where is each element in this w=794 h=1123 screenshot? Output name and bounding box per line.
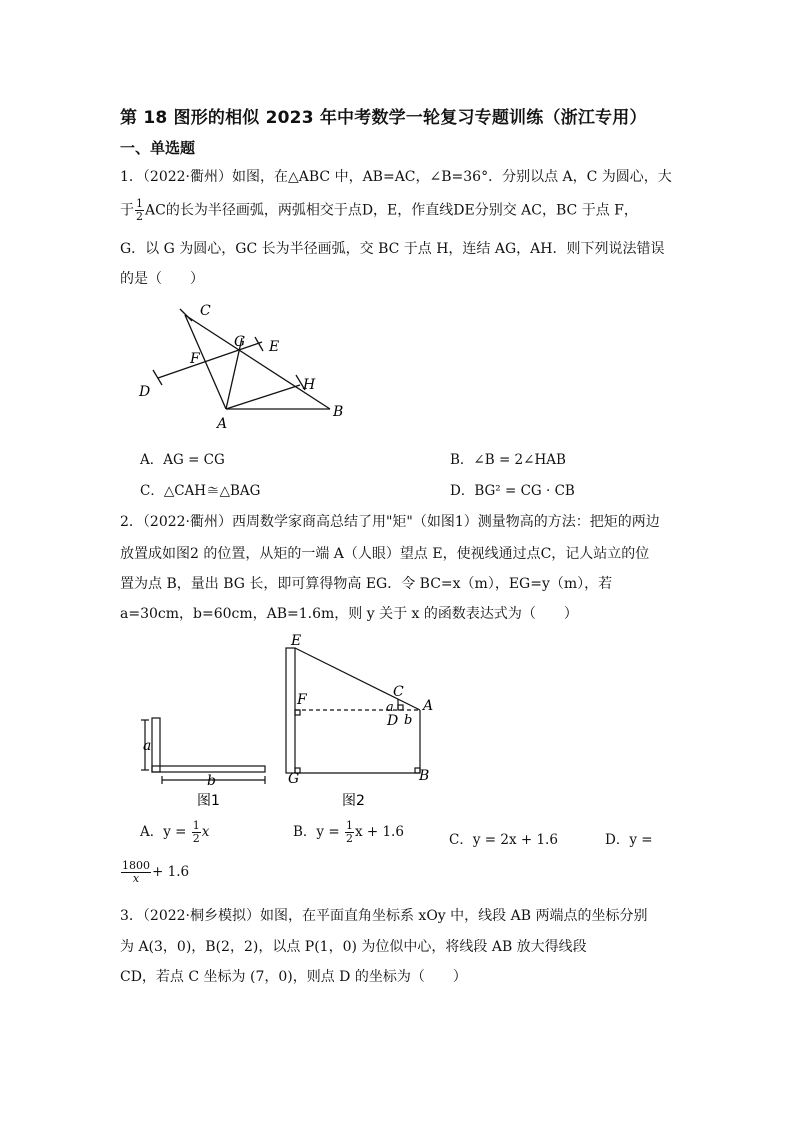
label-H: H: [303, 377, 316, 393]
label-b: b: [207, 773, 216, 789]
option-b-suffix: x + 1.6: [354, 824, 404, 840]
right-angle-F: [295, 710, 300, 715]
label-b: b: [404, 713, 413, 728]
q1-fraction-half: [135, 198, 144, 223]
q1-line-1: 1．（2022·衢州）如图，在△ABC 中，AB=AC，∠B=36°．分别以点 A，C 为圆心，大: [120, 169, 672, 185]
square-horizontal-arm: [152, 766, 265, 772]
right-angle-D: [398, 705, 403, 710]
option-b-prefix: B．y =: [293, 824, 340, 840]
label-G: G: [288, 771, 300, 787]
q1-option-a[interactable]: A．AG = CG: [140, 452, 225, 468]
page-title: 第 18 图形的相似 2023 年中考数学一轮复习专题训练（浙江专用）: [120, 108, 647, 128]
q2-option-a[interactable]: [140, 820, 209, 845]
square-vertical-arm: [152, 718, 160, 772]
q1-line-3: G．以 G 为圆心，GC 长为半径画弧，交 BC 于点 H，连结 AG，AH．则下列说法错误: [120, 241, 665, 257]
label-E: E: [269, 339, 280, 355]
label-B: B: [419, 768, 430, 784]
q2-figure-2-measurement: [280, 630, 440, 810]
q2-line-2: 放置成如图2 的位置，从矩的一端 A（人眼）望点 E，使视线通过点C，记人站立的位: [120, 546, 650, 562]
q1-line-4: 的是（ ）: [120, 271, 204, 287]
label-A: A: [217, 416, 228, 432]
q1-line-2-post: AC的长为半径画弧，两弧相交于点D，E，作直线DE分别交 AC，BC 于点 F，: [145, 202, 638, 219]
option-d-suffix: + 1.6: [152, 864, 190, 880]
frac-num: 1: [345, 819, 353, 832]
q1-figure-triangle: [130, 295, 360, 435]
label-B: B: [333, 404, 344, 420]
label-a: a: [143, 738, 152, 754]
object-EG: [286, 648, 295, 773]
arc-mark-C: [180, 309, 192, 321]
figure-1-caption: 图1: [197, 793, 220, 809]
label-C: C: [393, 684, 404, 700]
q2-option-d-prefix[interactable]: D．y =: [605, 832, 653, 848]
option-a-prefix: A．y =: [140, 824, 187, 840]
q3-line-1: 3．（2022·桐乡模拟）如图，在平面直角坐标系 xOy 中，线段 AB 两端点的坐标分别: [120, 908, 648, 924]
label-E: E: [291, 633, 302, 649]
section-heading: 一、单选题: [120, 139, 196, 157]
fraction: [345, 820, 354, 845]
label-G: G: [234, 334, 246, 350]
frac-den: 2: [136, 210, 143, 223]
frac-den: x: [132, 872, 140, 885]
sight-line-EA: [295, 648, 420, 710]
q2-figure-1-carpenter-square: [135, 710, 275, 810]
label-D: D: [139, 384, 151, 400]
label-D: D: [387, 713, 399, 729]
frac-den: 2: [345, 832, 353, 845]
fraction: [121, 860, 151, 885]
frac-num: 1800: [122, 859, 150, 872]
fraction: [192, 820, 201, 845]
figure-2-caption: 图2: [342, 793, 365, 809]
label-F: F: [297, 692, 307, 708]
q2-line-4: a=30cm，b=60cm，AB=1.6m，则 y 关于 x 的函数表达式为（ ）: [120, 606, 578, 622]
frac-num: 1: [192, 819, 200, 832]
q2-line-3: 置为点 B，量出 BG 长，即可算得物高 EG．令 BC=x（m），EG=y（m），若: [120, 576, 613, 592]
option-a-suffix: x: [201, 824, 210, 840]
q2-option-c[interactable]: C．y = 2x + 1.6: [449, 832, 558, 848]
q1-option-b[interactable]: B．∠B = 2∠HAB: [450, 452, 566, 468]
frac-num: 1: [136, 197, 143, 210]
q3-line-2: 为 A(3，0)，B(2，2)，以点 P(1，0) 为位似中心，将线段 AB 放大得线段: [120, 939, 587, 955]
segment-AH: [226, 385, 300, 409]
q3-line-3: CD，若点 C 坐标为 (7，0)，则点 D 的坐标为（ ）: [120, 969, 467, 985]
label-A: A: [423, 698, 434, 714]
q1-line-2-pre: 于: [120, 202, 134, 219]
q2-option-b[interactable]: [293, 820, 404, 845]
label-C: C: [200, 303, 211, 319]
label-F: F: [190, 351, 200, 367]
q1-option-c[interactable]: C．△CAH≅△BAG: [140, 483, 261, 499]
q2-line-1: 2．（2022·衢州）西周数学家商高总结了用"矩"（如图1）测量物高的方法：把矩的两边: [120, 514, 660, 530]
frac-den: 2: [192, 832, 200, 845]
segment-CB: [185, 315, 330, 409]
label-a: a: [386, 700, 394, 715]
q2-option-d-continued[interactable]: [120, 860, 189, 885]
q1-option-d[interactable]: D．BG² = CG · CB: [450, 483, 575, 499]
q1-line-2: [120, 198, 638, 223]
